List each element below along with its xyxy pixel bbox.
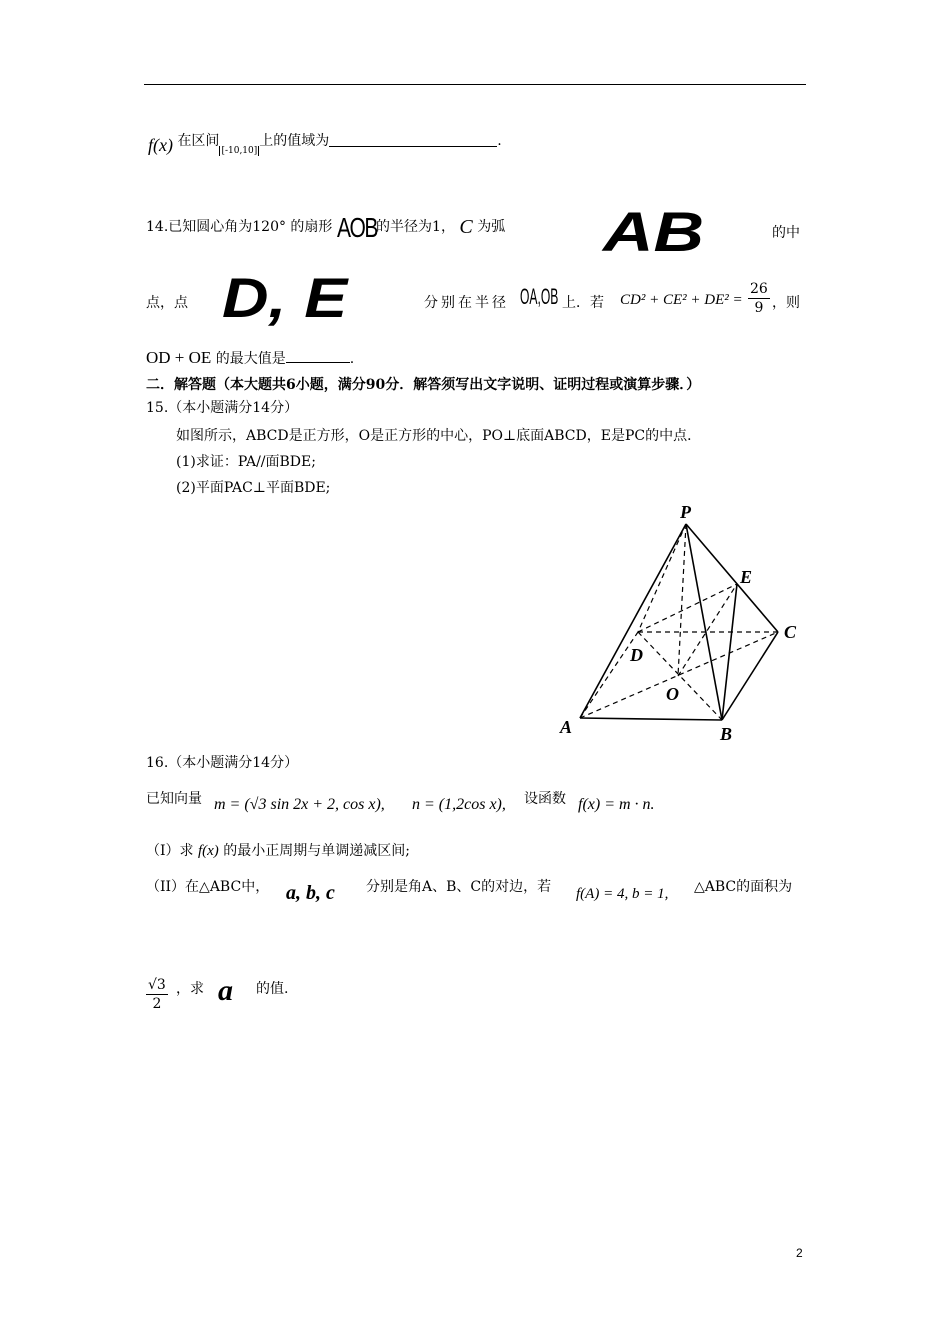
q14-AOB: AOB xyxy=(336,212,377,243)
q16-area-den: 2 xyxy=(152,996,162,1012)
label-P: P xyxy=(680,502,691,522)
pyramid-figure xyxy=(550,498,810,746)
label-O: O xyxy=(666,684,679,704)
q14-DE: D, E xyxy=(222,266,348,329)
q14-line3 xyxy=(146,348,354,368)
label-C: C xyxy=(784,622,797,642)
q14-line1-b: 的半径为1， xyxy=(376,219,455,235)
q16-part1 xyxy=(146,840,410,860)
q14-line2-d: ，则 xyxy=(772,295,800,311)
q14-eq-lhs: CD² + CE² + DE² = xyxy=(620,292,743,308)
q16-cond: f(A) = 4, b = 1, xyxy=(576,886,669,902)
q14-frac-num: 26 xyxy=(750,281,768,297)
q14-line1-c: 为弧 xyxy=(477,219,506,235)
q16-vec-n: n = (1,2cos x), xyxy=(412,796,506,813)
q14-answer-blank xyxy=(286,362,350,363)
edge-PD xyxy=(638,524,686,632)
q15-part2: (2)平面PAC⊥平面BDE; xyxy=(176,480,331,496)
q16-part1-a: （I）求 xyxy=(146,843,194,859)
section2-heading: 二．解答题（本大题共6小题，满分90分．解答须写出文字说明、证明过程或演算步骤．） xyxy=(146,377,701,393)
q15-header: 15.（本小题满分14分） xyxy=(146,400,299,416)
q16-vec-m: m = (√3 sin 2x + 2, cos x), xyxy=(214,796,385,813)
q16-part2-b: 分别是角A、B、C的对边，若 xyxy=(366,879,552,895)
q16-line1-a: 已知向量 xyxy=(146,791,202,807)
q14-line1-d: 的中 xyxy=(772,225,800,241)
q13-answer-blank xyxy=(329,146,497,147)
header-rule xyxy=(144,84,806,85)
q13-interval: [-10,10] xyxy=(221,146,258,156)
q14-line3-text: 的最大值是 xyxy=(215,351,286,367)
q16-a-var: a xyxy=(218,974,233,1007)
edge-PB xyxy=(686,524,722,720)
q14-fraction xyxy=(748,280,770,317)
q16-area-num: √3 xyxy=(148,977,166,993)
q16-area xyxy=(146,976,168,1013)
edge-PO xyxy=(678,524,686,676)
q16-header: 16.（本小题满分14分） xyxy=(146,755,299,771)
page-number: 2 xyxy=(796,1246,803,1260)
q13-func: f(x) xyxy=(148,135,173,155)
q16-part2-c: △ABC的面积为 xyxy=(694,879,793,895)
q14-radii: OA,OB xyxy=(520,284,559,309)
q16-part2-d: ，求 xyxy=(176,981,204,997)
q14-AB: AB xyxy=(603,200,705,263)
label-E: E xyxy=(740,567,753,587)
q14-line3-end: . xyxy=(349,351,355,367)
q14-line2-c: 上．若 xyxy=(562,295,604,311)
q14-line1 xyxy=(146,212,505,262)
q15-part1: (1)求证：PA//面BDE; xyxy=(176,454,316,470)
q14-line2-a: 点，点 xyxy=(146,295,188,311)
q16-part1-fx: f(x) xyxy=(197,843,219,859)
q16-part2-a: （II）在△ABC中， xyxy=(146,879,270,895)
q13-line xyxy=(148,130,502,156)
q15-stem: 如图所示，ABCD是正方形，O是正方形的中心，PO⊥底面ABCD，E是PC的中点． xyxy=(176,428,702,444)
q14-line1-a: 14.已知圆心角为120° 的扇形 xyxy=(146,219,333,235)
q16-fx-def: f(x) = m · n. xyxy=(578,796,655,813)
q14-line2-b: 分别在半径 xyxy=(424,295,509,311)
edge-AB xyxy=(580,718,722,720)
q14-frac-den: 9 xyxy=(754,300,764,316)
q13-end: . xyxy=(497,133,502,149)
q16-part1-b: 的最小正周期与单调递减区间; xyxy=(223,843,410,859)
q13-text2: 上的值域为 xyxy=(259,133,330,149)
q16-part2-e: 的值. xyxy=(256,981,289,997)
q16-abc: a, b, c xyxy=(286,882,335,904)
q13-text1: 在区间 xyxy=(177,133,220,149)
label-A: A xyxy=(560,717,573,737)
label-D: D xyxy=(630,645,643,665)
q14-line3-expr: OD + OE xyxy=(146,348,212,367)
edge-PC xyxy=(686,524,778,632)
label-B: B xyxy=(720,724,733,744)
q14-C: C xyxy=(459,216,473,238)
q16-line1-b: 设函数 xyxy=(524,791,566,807)
